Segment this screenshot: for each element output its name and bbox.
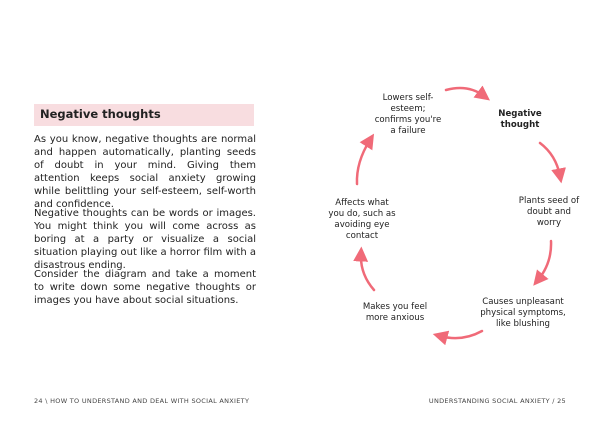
paragraph-1: As you know, negative thoughts are normal and happen automatically, planting seeds of doubt in your mind. Giving them attention keeps social anxiety growing while belittling your self-esteem, self-worth and confidence. [34, 134, 256, 210]
node-causes-symptoms: Causes unpleasant physical symptoms, like blushing [480, 297, 566, 329]
arrow-lowers-to-negative [446, 88, 484, 96]
node-affects-what-you-do: Affects what you do, such as avoiding eye contact [328, 198, 396, 241]
arrow-affects-to-lowers [357, 140, 370, 184]
arrow-plants-to-causes [538, 241, 551, 280]
node-negative-thought: Negative thought [498, 109, 542, 130]
paragraph-3: Consider the diagram and take a moment to write down some negative thoughts or images you have about social situations. [34, 269, 256, 306]
section-heading: Negative thoughts [40, 107, 161, 121]
node-makes-anxious: Makes you feel more anxious [362, 302, 428, 323]
footer-right: UNDERSTANDING SOCIAL ANXIETY / 25 [428, 397, 566, 405]
node-plants-seed: Plants seed of doubt and worry [518, 196, 580, 228]
footer-left: 24 \ HOW TO UNDERSTAND AND DEAL WITH SOCIAL ANXIETY [34, 397, 250, 405]
paragraph-2: Negative thoughts can be words or images. You might think you will come across as boring at a party or visualize a social situation playing out like a horror film with a disastrous ending. [34, 208, 256, 271]
arrow-makes-to-affects [361, 254, 374, 290]
arrow-negative-to-plants [540, 143, 560, 176]
node-lowers-self-esteem: Lowers self-esteem; confirms you're a failure [374, 93, 442, 136]
arrow-causes-to-makes [440, 331, 482, 338]
